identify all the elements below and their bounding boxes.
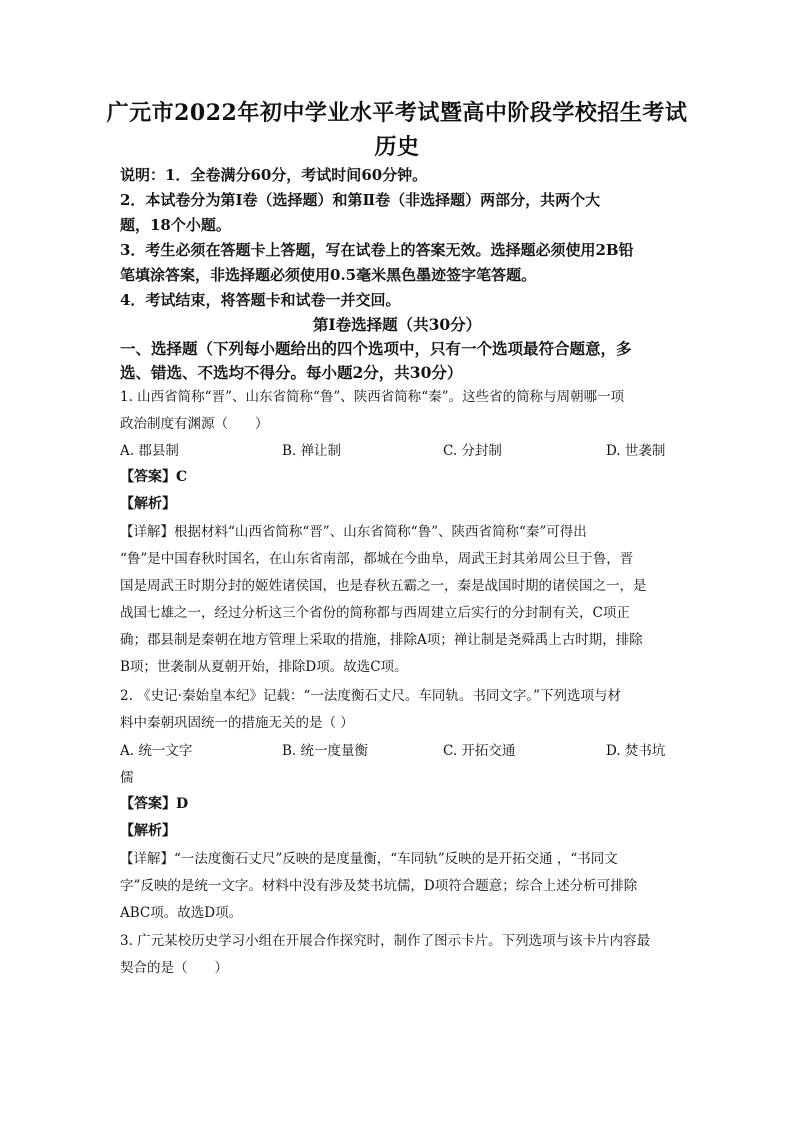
q1-analysis-label: 【解析】 [120, 496, 176, 512]
q1-detail: 国是周武王时期分封的姬姓诸侯国，也是春秋五霸之一，秦是战国时期的诸侯国之一，是 [120, 578, 647, 594]
q1-detail: B项；世袭制从夏朝开始，排除D项。故选C项。 [120, 659, 408, 675]
exam-title: 广元市2022年初中学业水平考试暨高中阶段学校招生考试 [106, 100, 688, 126]
q1-option-a: A. 郡县制 [120, 443, 179, 459]
section-title: 第Ⅰ卷选择题（共30分） [312, 315, 482, 334]
q2-option-c: C. 开拓交通 [443, 743, 516, 759]
q2-analysis-label: 【解析】 [120, 823, 176, 839]
note-line: 笔填涂答案，非选择题必须使用0.5毫米黑色墨迹签字笔答题。 [120, 266, 537, 284]
q1-stem: 政治制度有渊源（ ） [120, 416, 269, 432]
subject-title: 历史 [374, 134, 420, 160]
q3-stem: 3. 广元某校历史学习小组在开展合作探究时，制作了图示卡片。下列选项与该卡片内容最 [120, 933, 651, 949]
q1-option-b: B. 禅让制 [282, 443, 342, 459]
q3-stem: 契合的是（ ） [120, 960, 228, 976]
q2-detail: ABC项。故选D项。 [120, 905, 243, 921]
q1-detail: “鲁”是中国春秋时国名，在山东省南部，都城在今曲阜，周武王封其弟周公旦于鲁，晋 [120, 551, 634, 567]
q2-option-d: D. 焚书坑 [606, 743, 666, 759]
q2-option-d-wrap: 儒 [120, 770, 134, 786]
q1-option-d: D. 世袭制 [606, 443, 666, 459]
note-line: 3．考生必须在答题卡上答题，写在试卷上的答案无效。选择题必须使用2B铅 [120, 241, 634, 259]
q1-stem: 1. 山西省简称“晋”、山东省简称“鲁”、陕西省简称“秦”。这些省的简称与周朝哪一项 [120, 389, 625, 405]
q1-detail: 确；郡县制是秦朝在地方管理上采取的措施，排除A项；禅让制是尧舜禹上古时期，排除 [120, 632, 643, 648]
q2-stem: 2. 《史记·秦始皇本纪》记载：“一法度衡石丈尺。车同轨。书同文字。”下列选项与材 [120, 688, 622, 704]
q2-detail: 字”反映的是统一文字。材料中没有涉及焚书坑儒，D项符合题意；综合上述分析可排除 [120, 878, 638, 894]
q2-answer: 【答案】D [120, 796, 189, 812]
q2-stem: 料中秦朝巩固统一的措施无关的是（ ） [120, 715, 354, 731]
q2-option-a: A. 统一文字 [120, 743, 193, 759]
part-heading: 选、错选、不选均不得分。每小题2分，共30分） [120, 363, 463, 382]
note-line: 说明：1．全卷满分60分，考试时间60分钟。 [120, 166, 428, 184]
q1-answer: 【答案】C [120, 469, 188, 485]
q1-detail: 战国七雄之一，经过分析这三个省份的简称都与西周建立后实行的分封制有关，C项正 [120, 605, 630, 621]
q1-option-c: C. 分封制 [443, 443, 502, 459]
q2-option-b: B. 统一度量衡 [282, 743, 369, 759]
note-line: 4．考试结束，将答题卡和试卷一并交回。 [120, 291, 401, 309]
note-line: 2．本试卷分为第Ⅰ卷（选择题）和第Ⅱ卷（非选择题）两部分，共两个大 [120, 191, 601, 209]
note-line: 题，18个小题。 [120, 216, 231, 234]
part-heading: 一、选择题（下列每小题给出的四个选项中，只有一个选项最符合题意，多 [120, 339, 632, 358]
q1-detail: 【详解】根据材料“山西省简称“晋”、山东省简称“鲁”、陕西省简称“秦”可得出 [120, 524, 587, 540]
q2-detail: 【详解】“一法度衡石丈尺”反映的是度量衡，“车同轨”反映的是开拓交通 ，“书同文 [120, 851, 618, 867]
